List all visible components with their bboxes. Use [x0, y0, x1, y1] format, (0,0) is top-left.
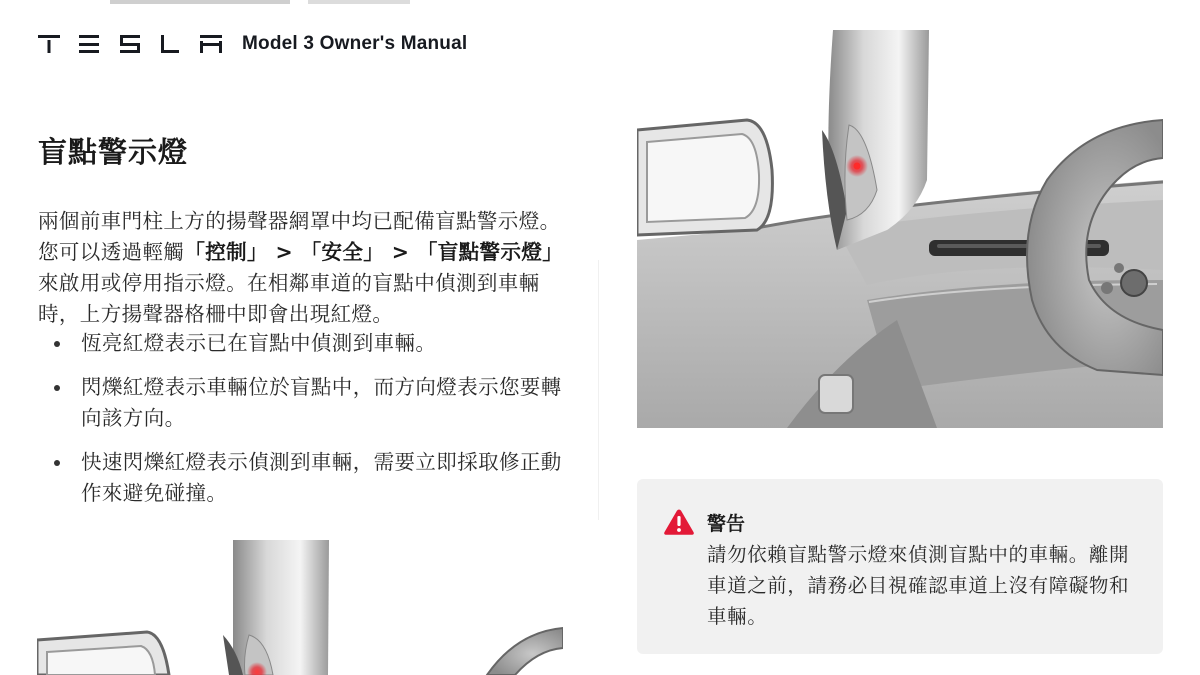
warning-triangle-icon: [663, 508, 695, 540]
tesla-wordmark-logo: [38, 33, 226, 55]
bullet-dot: [54, 385, 60, 391]
menu-path-separator: >: [267, 240, 301, 264]
page-header: [38, 30, 467, 58]
menu-path-safety: 「安全」: [300, 240, 385, 264]
bullet-dot: [54, 460, 60, 466]
intro-text-before: 兩個前車門柱上方的揚聲器網罩中均已配備盲點警示燈。您可以透過輕觸: [38, 209, 561, 264]
list-item-text: 閃爍紅燈表示車輛位於盲點中，而方向燈表示您要轉向該方向。: [81, 375, 562, 430]
menu-path-blind-spot-light: 「盲點警示燈」: [416, 240, 564, 264]
menu-path-separator: >: [384, 240, 417, 264]
a-pillar-photo: [637, 30, 1163, 428]
manual-title: Model 3 Owner's Manual: [242, 33, 468, 54]
menu-path-controls: 「控制」: [184, 240, 268, 264]
list-item: [38, 447, 578, 509]
list-item-text: 快速閃爍紅燈表示偵測到車輛，需要立即採取修正動作來避免碰撞。: [81, 450, 562, 505]
list-item: [38, 372, 578, 434]
column-divider: [598, 260, 599, 520]
list-item: [38, 328, 578, 359]
intro-paragraph: [38, 206, 568, 330]
list-item-text: 恆亮紅燈表示已在盲點中偵測到車輛。: [81, 331, 437, 355]
warning-body: 請勿依賴盲點警示燈來偵測盲點中的車輛。離開車道之前，請務必目視確認車道上沒有障礙物和車輛。: [707, 543, 1130, 628]
intro-text-after: 來啟用或停用指示燈。在相鄰車道的盲點中偵測到車輛時，上方揚聲器格柵中即會出現紅燈。: [38, 271, 540, 326]
warning-box: [637, 479, 1163, 654]
bullet-list: [38, 328, 578, 522]
bullet-dot: [54, 341, 60, 347]
section-title: 盲點警示燈: [38, 135, 189, 169]
a-pillar-photo-cropped: [37, 540, 563, 675]
warning-title: 警告: [707, 513, 746, 535]
cropped-previous-text: [110, 0, 410, 4]
